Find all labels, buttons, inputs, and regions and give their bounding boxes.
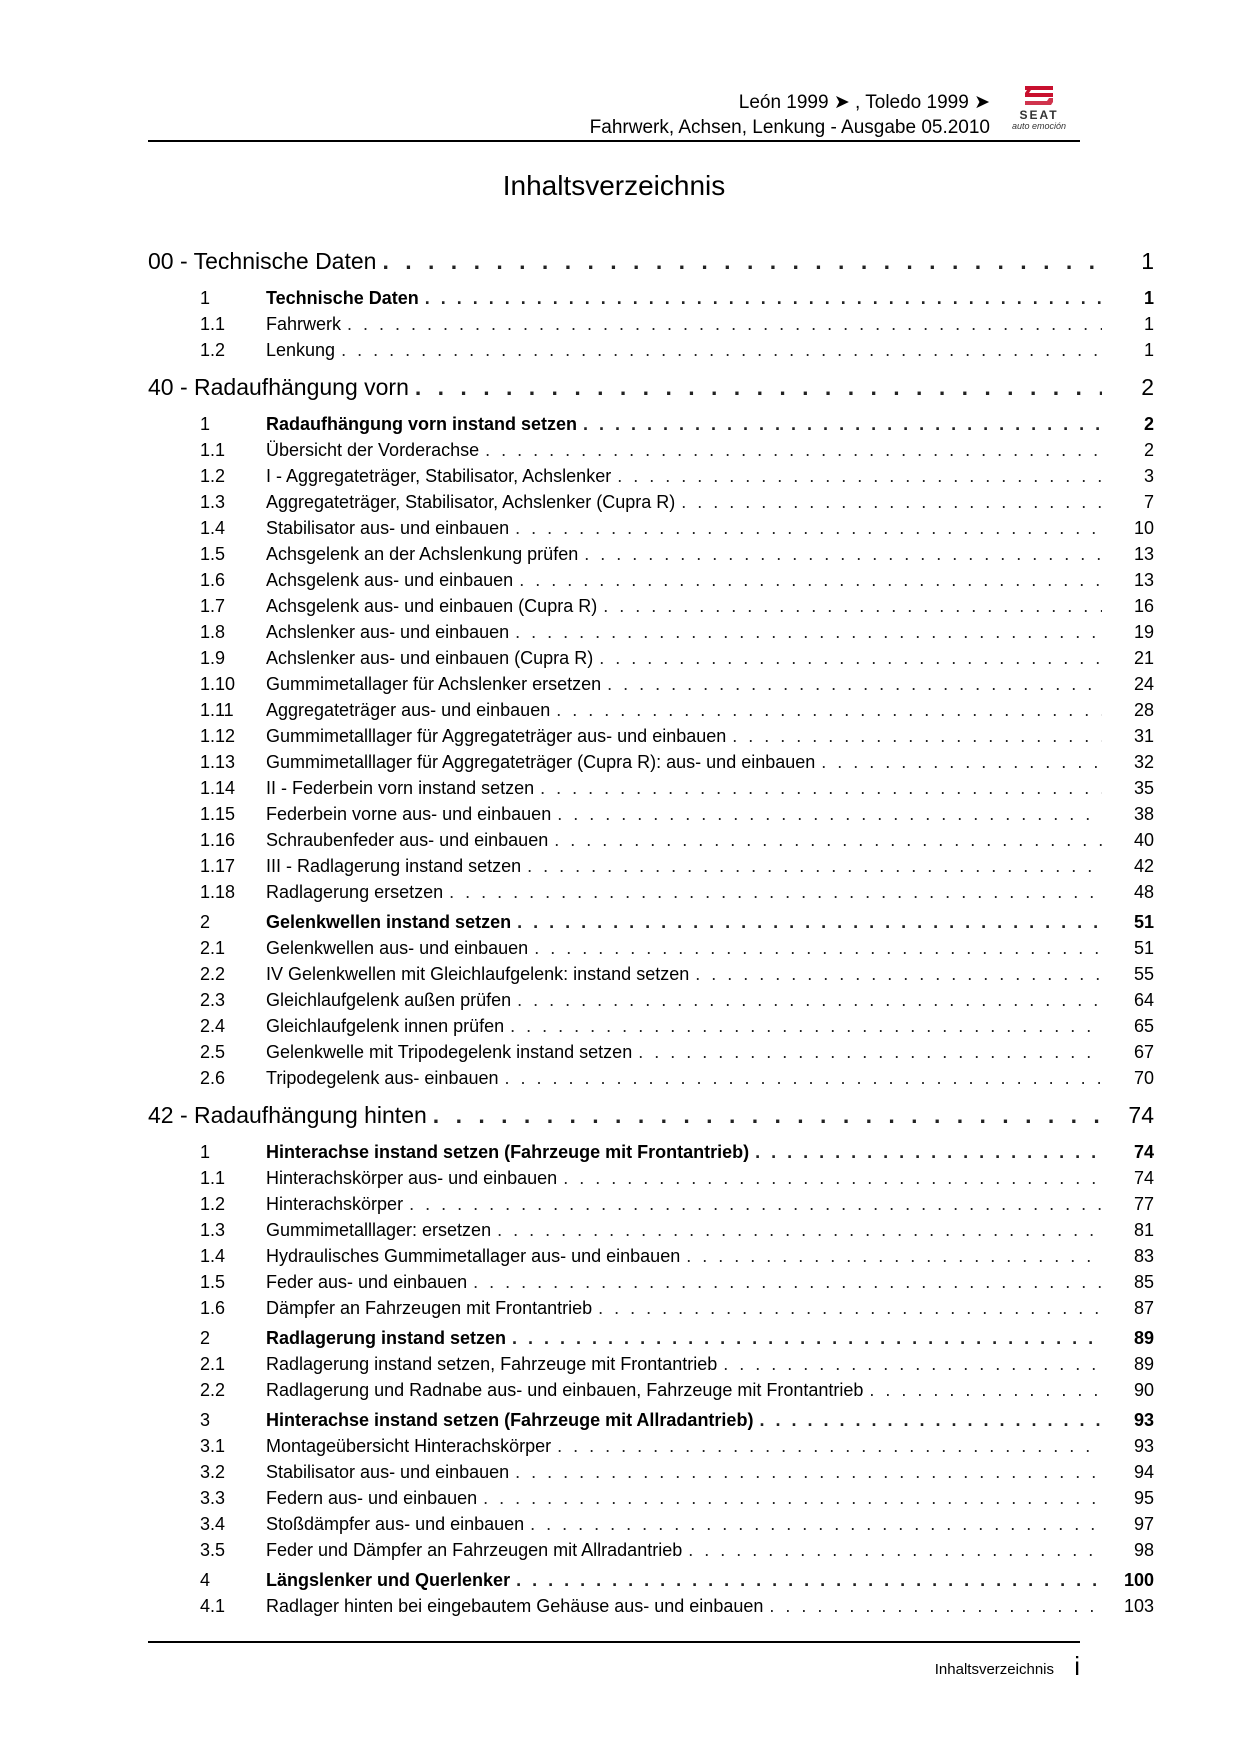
toc-entry-number: 1.2 xyxy=(200,1194,226,1214)
footer-label: Inhaltsverzeichnis xyxy=(934,1661,1054,1678)
page-title: Inhaltsverzeichnis xyxy=(502,170,726,201)
toc-entry-page: 74 xyxy=(1133,1142,1154,1162)
dot-leader xyxy=(563,1168,1102,1189)
dot-leader xyxy=(512,1328,1102,1349)
toc-entry-title: Stoßdämpfer aus- und einbauen xyxy=(266,1514,525,1534)
table-of-contents xyxy=(148,240,1154,1622)
toc-entry-sub[interactable] xyxy=(148,570,1154,596)
toc-entry-title: III - Radlagerung instand setzen xyxy=(266,856,522,876)
toc-entry-sub[interactable] xyxy=(148,804,1154,830)
dot-leader xyxy=(517,990,1102,1011)
toc-entry-sub[interactable] xyxy=(148,674,1154,700)
toc-entry-sub[interactable] xyxy=(148,1436,1154,1462)
toc-entry-title: Federbein vorne aus- und einbauen xyxy=(266,804,552,824)
dot-leader xyxy=(341,340,1102,361)
dot-leader xyxy=(732,726,1102,747)
toc-entry-number: 3.3 xyxy=(200,1488,226,1508)
dot-leader xyxy=(415,374,1102,401)
dot-leader xyxy=(723,1354,1102,1375)
toc-entry-title: 00 - Technische Daten xyxy=(148,248,377,274)
dot-leader xyxy=(515,622,1102,643)
dot-leader xyxy=(688,1540,1102,1561)
dot-leader xyxy=(617,466,1102,487)
toc-entry-number: 2 xyxy=(200,912,211,932)
toc-entry-number: 1.13 xyxy=(200,752,236,772)
toc-entry-number: 1.2 xyxy=(200,340,226,360)
dot-leader xyxy=(769,1596,1102,1617)
toc-entry-number: 1.2 xyxy=(200,466,226,486)
toc-entry-title: Radaufhängung vorn instand setzen xyxy=(266,414,578,434)
toc-entry-number: 1.10 xyxy=(200,674,236,694)
toc-entry-sub[interactable] xyxy=(148,1380,1154,1406)
toc-entry-sub[interactable] xyxy=(148,340,1154,366)
toc-entry-number: 1.4 xyxy=(200,1246,226,1266)
toc-entry-page: 38 xyxy=(1133,804,1154,824)
toc-entry-title: Gelenkwellen instand setzen xyxy=(266,912,512,932)
dot-leader xyxy=(516,1570,1102,1591)
dot-leader xyxy=(557,804,1102,825)
toc-entry-title: Übersicht der Vorderachse xyxy=(266,440,480,460)
toc-entry-page: 93 xyxy=(1133,1436,1154,1456)
toc-entry-page: 65 xyxy=(1133,1016,1154,1036)
page-footer xyxy=(148,1641,1080,1683)
dot-leader xyxy=(497,1220,1102,1241)
toc-entry-number: 1 xyxy=(200,414,211,434)
toc-entry-sub[interactable] xyxy=(148,1194,1154,1220)
toc-entry-number: 2.1 xyxy=(200,938,226,958)
toc-entry-sub[interactable] xyxy=(148,938,1154,964)
toc-entry-title: I - Aggregateträger, Stabilisator, Achslenker xyxy=(266,466,612,486)
toc-entry-sub[interactable] xyxy=(148,466,1154,492)
toc-entry-number: 2.5 xyxy=(200,1042,226,1062)
toc-entry-sub[interactable] xyxy=(148,440,1154,466)
toc-entry-number: 1.7 xyxy=(200,596,226,616)
toc-entry-page: 48 xyxy=(1133,882,1154,902)
toc-entry-page: 77 xyxy=(1133,1194,1154,1214)
toc-entry-title: Gleichlaufgelenk innen prüfen xyxy=(266,1016,505,1036)
toc-entry-title: Achslenker aus- und einbauen (Cupra R) xyxy=(266,648,594,668)
dot-leader xyxy=(473,1272,1102,1293)
toc-entry-page: 21 xyxy=(1133,648,1154,668)
dot-leader xyxy=(527,856,1102,877)
toc-entry-number: 3.1 xyxy=(200,1436,226,1456)
toc-entry-number: 2.3 xyxy=(200,990,226,1010)
toc-entry-number: 2 xyxy=(200,1328,211,1348)
toc-entry-page: 81 xyxy=(1133,1220,1154,1240)
dot-leader xyxy=(681,492,1102,513)
toc-entry-section[interactable] xyxy=(148,1570,1154,1596)
dot-leader xyxy=(534,938,1102,959)
toc-entry-title: Stabilisator aus- und einbauen xyxy=(266,1462,510,1482)
toc-entry-page: 97 xyxy=(1133,1514,1154,1534)
dot-leader xyxy=(485,440,1102,461)
toc-entry-page: 64 xyxy=(1133,990,1154,1010)
toc-entry-title: Achsgelenk aus- und einbauen (Cupra R) xyxy=(266,596,598,616)
toc-entry-page: 31 xyxy=(1133,726,1154,746)
toc-entry-sub[interactable] xyxy=(148,622,1154,648)
toc-entry-title: Feder und Dämpfer an Fahrzeugen mit Allradantrieb xyxy=(266,1540,683,1560)
toc-entry-page: 94 xyxy=(1133,1462,1154,1482)
toc-entry-page: 35 xyxy=(1133,778,1154,798)
toc-entry-title: 42 - Radaufhängung hinten xyxy=(148,1102,427,1128)
toc-entry-page: 67 xyxy=(1133,1042,1154,1062)
toc-entry-number: 1.1 xyxy=(200,440,226,460)
footer-page-number: i xyxy=(1074,1651,1080,1681)
toc-entry-section[interactable] xyxy=(148,912,1154,938)
toc-entry-number: 3.5 xyxy=(200,1540,226,1560)
toc-entry-section[interactable] xyxy=(148,1142,1154,1168)
toc-entry-sub[interactable] xyxy=(148,1168,1154,1194)
header-text xyxy=(590,90,990,140)
toc-entry-chapter[interactable] xyxy=(148,374,1154,410)
toc-entry-chapter[interactable] xyxy=(148,1102,1154,1138)
toc-entry-page: 90 xyxy=(1133,1380,1154,1400)
dot-leader xyxy=(515,518,1102,539)
dot-leader xyxy=(540,778,1102,799)
dot-leader xyxy=(556,700,1102,721)
toc-entry-title: Stabilisator aus- und einbauen xyxy=(266,518,510,538)
toc-entry-page: 89 xyxy=(1133,1354,1154,1374)
toc-entry-section[interactable] xyxy=(148,414,1154,440)
toc-entry-page: 93 xyxy=(1133,1410,1154,1430)
toc-entry-sub[interactable] xyxy=(148,596,1154,622)
toc-entry-sub[interactable] xyxy=(148,778,1154,804)
toc-entry-number: 1.1 xyxy=(200,1168,226,1188)
toc-entry-page: 100 xyxy=(1123,1570,1154,1590)
toc-entry-sub[interactable] xyxy=(148,856,1154,882)
toc-entry-title: II - Federbein vorn instand setzen xyxy=(266,778,535,798)
toc-entry-title: Gummimetalllager für Aggregateträger (Cupra R): aus- und einbauen xyxy=(266,752,816,772)
toc-entry-page: 55 xyxy=(1133,964,1154,984)
dot-leader xyxy=(695,964,1102,985)
toc-entry-number: 1 xyxy=(200,288,211,308)
toc-entry-sub[interactable] xyxy=(148,700,1154,726)
toc-entry-page: 74 xyxy=(1128,1102,1154,1128)
toc-entry-title: Radlagerung ersetzen xyxy=(266,882,444,902)
toc-entry-sub[interactable] xyxy=(148,752,1154,778)
toc-entry-page: 3 xyxy=(1143,466,1154,486)
toc-entry-number: 1.15 xyxy=(200,804,236,824)
toc-entry-sub[interactable] xyxy=(148,1220,1154,1246)
toc-entry-title: Hinterachse instand setzen (Fahrzeuge mit Frontantrieb) xyxy=(266,1142,750,1162)
toc-entry-title: Radlagerung instand setzen, Fahrzeuge mit Frontantrieb xyxy=(266,1354,718,1374)
toc-entry-page: 87 xyxy=(1133,1298,1154,1318)
toc-entry-number: 1.12 xyxy=(200,726,236,746)
toc-entry-sub[interactable] xyxy=(148,544,1154,570)
toc-entry-title: Achslenker aus- und einbauen xyxy=(266,622,510,642)
toc-entry-sub[interactable] xyxy=(148,830,1154,856)
toc-entry-sub[interactable] xyxy=(148,1246,1154,1272)
dot-leader xyxy=(759,1410,1102,1431)
toc-entry-title: Gummimetallager für Achslenker ersetzen xyxy=(266,674,602,694)
toc-entry-number: 1.17 xyxy=(200,856,236,876)
toc-entry-sub[interactable] xyxy=(148,882,1154,908)
toc-entry-sub[interactable] xyxy=(148,1016,1154,1042)
toc-entry-number: 2.6 xyxy=(200,1068,226,1088)
toc-entry-number: 2.1 xyxy=(200,1354,226,1374)
toc-entry-page: 1 xyxy=(1143,314,1154,334)
toc-entry-number: 3.4 xyxy=(200,1514,226,1534)
dot-leader xyxy=(638,1042,1102,1063)
toc-entry-page: 7 xyxy=(1143,492,1154,512)
dot-leader xyxy=(519,570,1102,591)
toc-entry-page: 83 xyxy=(1133,1246,1154,1266)
dot-leader xyxy=(821,752,1102,773)
toc-entry-number: 2.2 xyxy=(200,1380,226,1400)
toc-entry-number: 4 xyxy=(200,1570,211,1590)
toc-entry-title: Lenkung xyxy=(266,340,336,360)
toc-entry-page: 95 xyxy=(1133,1488,1154,1508)
dot-leader xyxy=(599,648,1102,669)
toc-entry-title: Längslenker und Querlenker xyxy=(266,1570,511,1590)
toc-entry-page: 103 xyxy=(1123,1596,1154,1616)
toc-entry-number: 2.2 xyxy=(200,964,226,984)
toc-entry-sub[interactable] xyxy=(148,1272,1154,1298)
toc-entry-page: 1 xyxy=(1143,340,1154,360)
toc-entry-number: 2.4 xyxy=(200,1016,226,1036)
toc-entry-chapter[interactable] xyxy=(148,248,1154,284)
toc-entry-number: 1.11 xyxy=(200,700,234,720)
toc-entry-number: 1.18 xyxy=(200,882,236,902)
toc-entry-title: Hinterachskörper aus- und einbauen xyxy=(266,1168,558,1188)
dot-leader xyxy=(483,1488,1102,1509)
seat-logo-icon xyxy=(1021,84,1057,110)
dot-leader xyxy=(869,1380,1102,1401)
toc-entry-title: Gummimetalllager für Aggregateträger aus- und einbauen xyxy=(266,726,727,746)
toc-entry-title: 40 - Radaufhängung vorn xyxy=(148,374,409,400)
toc-entry-title: Technische Daten xyxy=(266,288,419,308)
toc-entry-number: 1.16 xyxy=(200,830,236,850)
dot-leader xyxy=(598,1298,1102,1319)
dot-leader xyxy=(517,912,1102,933)
toc-entry-section[interactable] xyxy=(148,1328,1154,1354)
toc-entry-sub[interactable] xyxy=(148,1042,1154,1068)
toc-entry-page: 10 xyxy=(1133,518,1154,538)
toc-entry-number: 1.5 xyxy=(200,1272,226,1292)
toc-entry-title: Feder aus- und einbauen xyxy=(266,1272,468,1292)
toc-entry-page: 89 xyxy=(1133,1328,1154,1348)
toc-entry-number: 1.1 xyxy=(200,314,226,334)
dot-leader xyxy=(347,314,1102,335)
toc-entry-title: Achsgelenk an der Achslenkung prüfen xyxy=(266,544,579,564)
toc-entry-number: 1.8 xyxy=(200,622,226,642)
toc-entry-sub[interactable] xyxy=(148,1596,1154,1622)
toc-entry-number: 1 xyxy=(200,1142,211,1162)
toc-entry-page: 1 xyxy=(1143,288,1154,308)
toc-entry-sub[interactable] xyxy=(148,1540,1154,1566)
toc-entry-title: Radlager hinten bei eingebautem Gehäuse aus- und einbauen xyxy=(266,1596,764,1616)
dot-leader xyxy=(382,248,1102,275)
toc-entry-page: 28 xyxy=(1133,700,1154,720)
toc-entry-number: 3.2 xyxy=(200,1462,226,1482)
toc-entry-page: 1 xyxy=(1141,248,1154,274)
toc-entry-number: 1.6 xyxy=(200,1298,226,1318)
toc-entry-sub[interactable] xyxy=(148,1298,1154,1324)
dot-leader xyxy=(557,1436,1102,1457)
toc-entry-page: 40 xyxy=(1133,830,1154,850)
toc-entry-sub[interactable] xyxy=(148,726,1154,752)
toc-entry-sub[interactable] xyxy=(148,1462,1154,1488)
dot-leader xyxy=(505,1068,1103,1089)
toc-entry-title: Radlagerung und Radnabe aus- und einbauen, Fahrzeuge mit Frontantrieb xyxy=(266,1380,864,1400)
toc-entry-number: 1.5 xyxy=(200,544,226,564)
toc-entry-title: Schraubenfeder aus- und einbauen xyxy=(266,830,549,850)
toc-entry-sub[interactable] xyxy=(148,1354,1154,1380)
toc-entry-title: Hinterachskörper xyxy=(266,1194,404,1214)
toc-entry-number: 1.4 xyxy=(200,518,226,538)
toc-entry-number: 1.9 xyxy=(200,648,226,668)
toc-entry-title: Gelenkwelle mit Tripodegelenk instand setzen xyxy=(266,1042,633,1062)
toc-entry-page: 13 xyxy=(1133,544,1154,564)
toc-entry-title: Montageübersicht Hinterachskörper xyxy=(266,1436,552,1456)
toc-entry-sub[interactable] xyxy=(148,314,1154,340)
dot-leader xyxy=(686,1246,1102,1267)
dot-leader xyxy=(583,414,1102,435)
toc-entry-title: Tripodegelenk aus- einbauen xyxy=(266,1068,499,1088)
header-subject: Fahrwerk, Achsen, Lenkung - Ausgabe 05.2010 xyxy=(589,117,990,138)
toc-entry-title: Federn aus- und einbauen xyxy=(266,1488,478,1508)
toc-entry-title: Achsgelenk aus- und einbauen xyxy=(266,570,514,590)
dot-leader xyxy=(409,1194,1102,1215)
toc-entry-page: 2 xyxy=(1143,414,1154,434)
toc-entry-title: Hydraulisches Gummimetallager aus- und einbauen xyxy=(266,1246,681,1266)
toc-entry-title: Fahrwerk xyxy=(266,314,342,334)
dot-leader xyxy=(510,1016,1102,1037)
dot-leader xyxy=(603,596,1102,617)
dot-leader xyxy=(515,1462,1102,1483)
toc-entry-page: 85 xyxy=(1133,1272,1154,1292)
toc-entry-title: Gelenkwellen aus- und einbauen xyxy=(266,938,529,958)
toc-entry-title: Hinterachse instand setzen (Fahrzeuge mit Allradantrieb) xyxy=(266,1410,754,1430)
toc-entry-sub[interactable] xyxy=(148,964,1154,990)
logo-tagline: auto emoción xyxy=(1011,121,1067,131)
dot-leader xyxy=(530,1514,1102,1535)
toc-entry-title: Gleichlaufgelenk außen prüfen xyxy=(266,990,512,1010)
toc-entry-number: 1.14 xyxy=(200,778,236,798)
toc-entry-sub[interactable] xyxy=(148,1068,1154,1094)
toc-entry-page: 2 xyxy=(1141,374,1154,400)
toc-entry-title: Radlagerung instand setzen xyxy=(266,1328,507,1348)
toc-entry-section[interactable] xyxy=(148,288,1154,314)
dot-leader xyxy=(755,1142,1102,1163)
toc-entry-section[interactable] xyxy=(148,1410,1154,1436)
toc-entry-sub[interactable] xyxy=(148,492,1154,518)
dot-leader xyxy=(554,830,1102,851)
dot-leader xyxy=(584,544,1102,565)
header-models: León 1999 ➤ , Toledo 1999 ➤ xyxy=(738,92,990,113)
dot-leader xyxy=(433,1102,1102,1129)
toc-entry-sub[interactable] xyxy=(148,648,1154,674)
toc-entry-number: 1.6 xyxy=(200,570,226,590)
toc-entry-page: 13 xyxy=(1133,570,1154,590)
toc-entry-page: 98 xyxy=(1133,1540,1154,1560)
dot-leader xyxy=(449,882,1102,903)
dot-leader xyxy=(425,288,1102,309)
toc-entry-number: 4.1 xyxy=(200,1596,226,1616)
toc-entry-sub[interactable] xyxy=(148,518,1154,544)
toc-entry-page: 51 xyxy=(1133,912,1154,932)
toc-entry-title: Gummimetalllager: ersetzen xyxy=(266,1220,492,1240)
toc-entry-page: 16 xyxy=(1133,596,1154,616)
toc-entry-page: 19 xyxy=(1133,622,1154,642)
toc-entry-title: Aggregateträger aus- und einbauen xyxy=(266,700,551,720)
toc-entry-page: 32 xyxy=(1133,752,1154,772)
toc-entry-sub[interactable] xyxy=(148,1514,1154,1540)
seat-logo xyxy=(998,84,1080,134)
toc-entry-sub[interactable] xyxy=(148,990,1154,1016)
toc-entry-title: Aggregateträger, Stabilisator, Achslenker (Cupra R) xyxy=(266,492,676,512)
toc-entry-page: 74 xyxy=(1133,1168,1154,1188)
page-header xyxy=(148,84,1080,142)
toc-entry-number: 3 xyxy=(200,1410,211,1430)
dot-leader xyxy=(607,674,1102,695)
toc-entry-sub[interactable] xyxy=(148,1488,1154,1514)
toc-entry-title: Dämpfer an Fahrzeugen mit Frontantrieb xyxy=(266,1298,593,1318)
toc-entry-number: 1.3 xyxy=(200,1220,226,1240)
toc-entry-page: 51 xyxy=(1133,938,1154,958)
toc-entry-page: 42 xyxy=(1133,856,1154,876)
logo-word: SEAT xyxy=(1019,108,1059,122)
toc-entry-page: 70 xyxy=(1133,1068,1154,1088)
toc-entry-page: 24 xyxy=(1133,674,1154,694)
toc-entry-number: 1.3 xyxy=(200,492,226,512)
toc-entry-title: IV Gelenkwellen mit Gleichlaufgelenk: instand setzen xyxy=(266,964,690,984)
toc-entry-page: 2 xyxy=(1143,440,1154,460)
